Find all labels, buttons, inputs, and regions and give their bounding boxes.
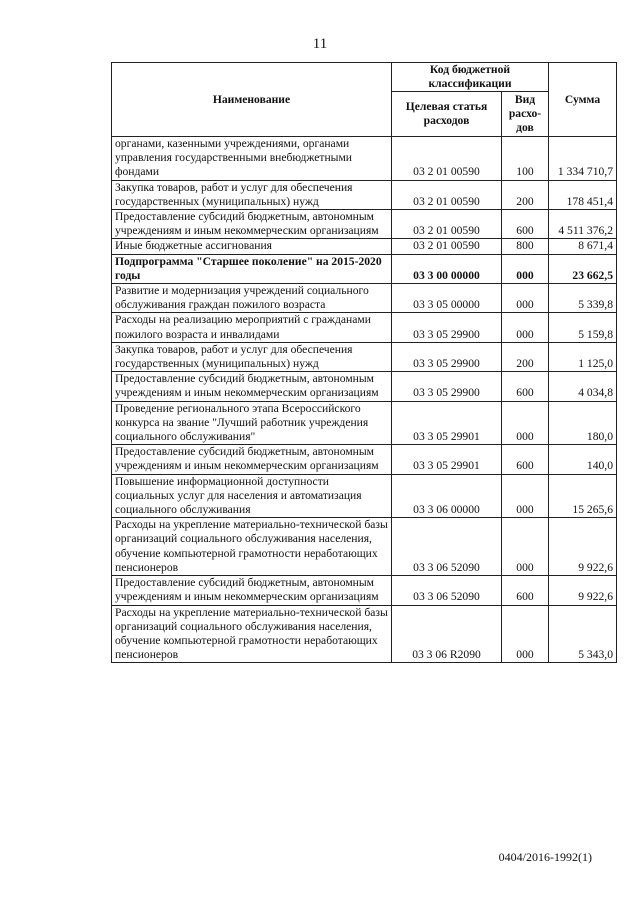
table-row bbox=[112, 401, 617, 445]
row-type: 600 bbox=[502, 445, 549, 474]
row-sum: 4 034,8 bbox=[549, 372, 617, 401]
header-name: Наименование bbox=[112, 63, 392, 137]
table-row bbox=[112, 210, 617, 239]
header-code-group: Код бюджетной классификации bbox=[392, 63, 549, 92]
row-target: 03 3 05 29900 bbox=[392, 342, 502, 371]
row-target: 03 3 06 00000 bbox=[392, 474, 502, 518]
row-sum: 8 671,4 bbox=[549, 239, 617, 254]
table-row bbox=[112, 372, 617, 401]
row-type: 000 bbox=[502, 518, 549, 576]
row-target: 03 3 05 00000 bbox=[392, 284, 502, 313]
row-target: 03 3 00 00000 bbox=[392, 254, 502, 283]
row-type: 000 bbox=[502, 605, 549, 663]
row-target: 03 2 01 00590 bbox=[392, 137, 502, 181]
row-name: Расходы на укрепление материально-технической базы организаций социального обслуживания населения, обучение компьютерной грамотности неработающих пенсионеров bbox=[112, 605, 392, 663]
row-type: 000 bbox=[502, 313, 549, 342]
table-row bbox=[112, 474, 617, 518]
row-name: Предоставление субсидий бюджетным, автономным учреждениям и иным некоммерческим организациям bbox=[112, 372, 392, 401]
header-target: Целевая статья расходов bbox=[392, 92, 502, 137]
row-name: Расходы на реализацию мероприятий с гражданами пожилого возраста и инвалидами bbox=[112, 313, 392, 342]
row-sum: 4 511 376,2 bbox=[549, 210, 617, 239]
table-header bbox=[112, 63, 617, 137]
row-type: 800 bbox=[502, 239, 549, 254]
row-name: Проведение регионального этапа Всероссийского конкурса на звание "Лучший работник учреждения социального обслуживания" bbox=[112, 401, 392, 445]
row-sum: 1 125,0 bbox=[549, 342, 617, 371]
table-row bbox=[112, 576, 617, 605]
row-sum: 140,0 bbox=[549, 445, 617, 474]
row-name: Закупка товаров, работ и услуг для обеспечения государственных (муниципальных) нужд bbox=[112, 180, 392, 209]
row-name: Предоставление субсидий бюджетным, автономным учреждениям и иным некоммерческим организациям bbox=[112, 576, 392, 605]
row-target: 03 3 05 29900 bbox=[392, 372, 502, 401]
document-code: 0404/2016-1992(1) bbox=[498, 850, 592, 864]
row-name: органами, казенными учреждениями, органами управления государственными внебюджетными фондами bbox=[112, 137, 392, 181]
table-row bbox=[112, 313, 617, 342]
row-sum: 5 159,8 bbox=[549, 313, 617, 342]
row-name: Предоставление субсидий бюджетным, автономным учреждениям и иным некоммерческим организациям bbox=[112, 210, 392, 239]
budget-table bbox=[111, 62, 617, 663]
row-target: 03 3 06 52090 bbox=[392, 518, 502, 576]
row-type: 000 bbox=[502, 474, 549, 518]
row-type: 600 bbox=[502, 576, 549, 605]
row-sum: 180,0 bbox=[549, 401, 617, 445]
row-type: 600 bbox=[502, 210, 549, 239]
row-type: 000 bbox=[502, 254, 549, 283]
row-type: 000 bbox=[502, 284, 549, 313]
table-row bbox=[112, 284, 617, 313]
row-sum: 5 339,8 bbox=[549, 284, 617, 313]
row-target: 03 3 06 52090 bbox=[392, 576, 502, 605]
row-target: 03 2 01 00590 bbox=[392, 239, 502, 254]
row-type: 200 bbox=[502, 180, 549, 209]
row-sum: 9 922,6 bbox=[549, 576, 617, 605]
row-name: Повышение информационной доступности социальных услуг для населения и автоматизация социального обслуживания bbox=[112, 474, 392, 518]
row-name: Развитие и модернизация учреждений социального обслуживания граждан пожилого возраста bbox=[112, 284, 392, 313]
row-type: 100 bbox=[502, 137, 549, 181]
row-target: 03 2 01 00590 bbox=[392, 180, 502, 209]
table-row bbox=[112, 239, 617, 254]
row-name: Подпрограмма "Старшее поколение" на 2015-2020 годы bbox=[112, 254, 392, 283]
row-sum: 5 343,0 bbox=[549, 605, 617, 663]
table-row bbox=[112, 180, 617, 209]
table-body bbox=[112, 137, 617, 663]
row-type: 600 bbox=[502, 372, 549, 401]
row-sum: 23 662,5 bbox=[549, 254, 617, 283]
row-target: 03 3 05 29901 bbox=[392, 401, 502, 445]
row-target: 03 2 01 00590 bbox=[392, 210, 502, 239]
row-sum: 178 451,4 bbox=[549, 180, 617, 209]
row-target: 03 3 05 29900 bbox=[392, 313, 502, 342]
header-sum: Сумма bbox=[549, 63, 617, 137]
table-row bbox=[112, 137, 617, 181]
row-target: 03 3 05 29901 bbox=[392, 445, 502, 474]
table-row bbox=[112, 342, 617, 371]
row-sum: 1 334 710,7 bbox=[549, 137, 617, 181]
table-row bbox=[112, 445, 617, 474]
row-name: Предоставление субсидий бюджетным, автономным учреждениям и иным некоммерческим организациям bbox=[112, 445, 392, 474]
page-number: 11 bbox=[312, 36, 328, 52]
row-sum: 15 265,6 bbox=[549, 474, 617, 518]
table-row bbox=[112, 254, 617, 283]
row-name: Закупка товаров, работ и услуг для обеспечения государственных (муниципальных) нужд bbox=[112, 342, 392, 371]
header-type: Вид расхо-дов bbox=[502, 92, 549, 137]
row-type: 200 bbox=[502, 342, 549, 371]
table-row bbox=[112, 605, 617, 663]
row-sum: 9 922,6 bbox=[549, 518, 617, 576]
row-type: 000 bbox=[502, 401, 549, 445]
row-name: Расходы на укрепление материально-технической базы организаций социального обслуживания населения, обучение компьютерной грамотности неработающих пенсионеров bbox=[112, 518, 392, 576]
row-target: 03 3 06 R2090 bbox=[392, 605, 502, 663]
row-name: Иные бюджетные ассигнования bbox=[112, 239, 392, 254]
table-row bbox=[112, 518, 617, 576]
